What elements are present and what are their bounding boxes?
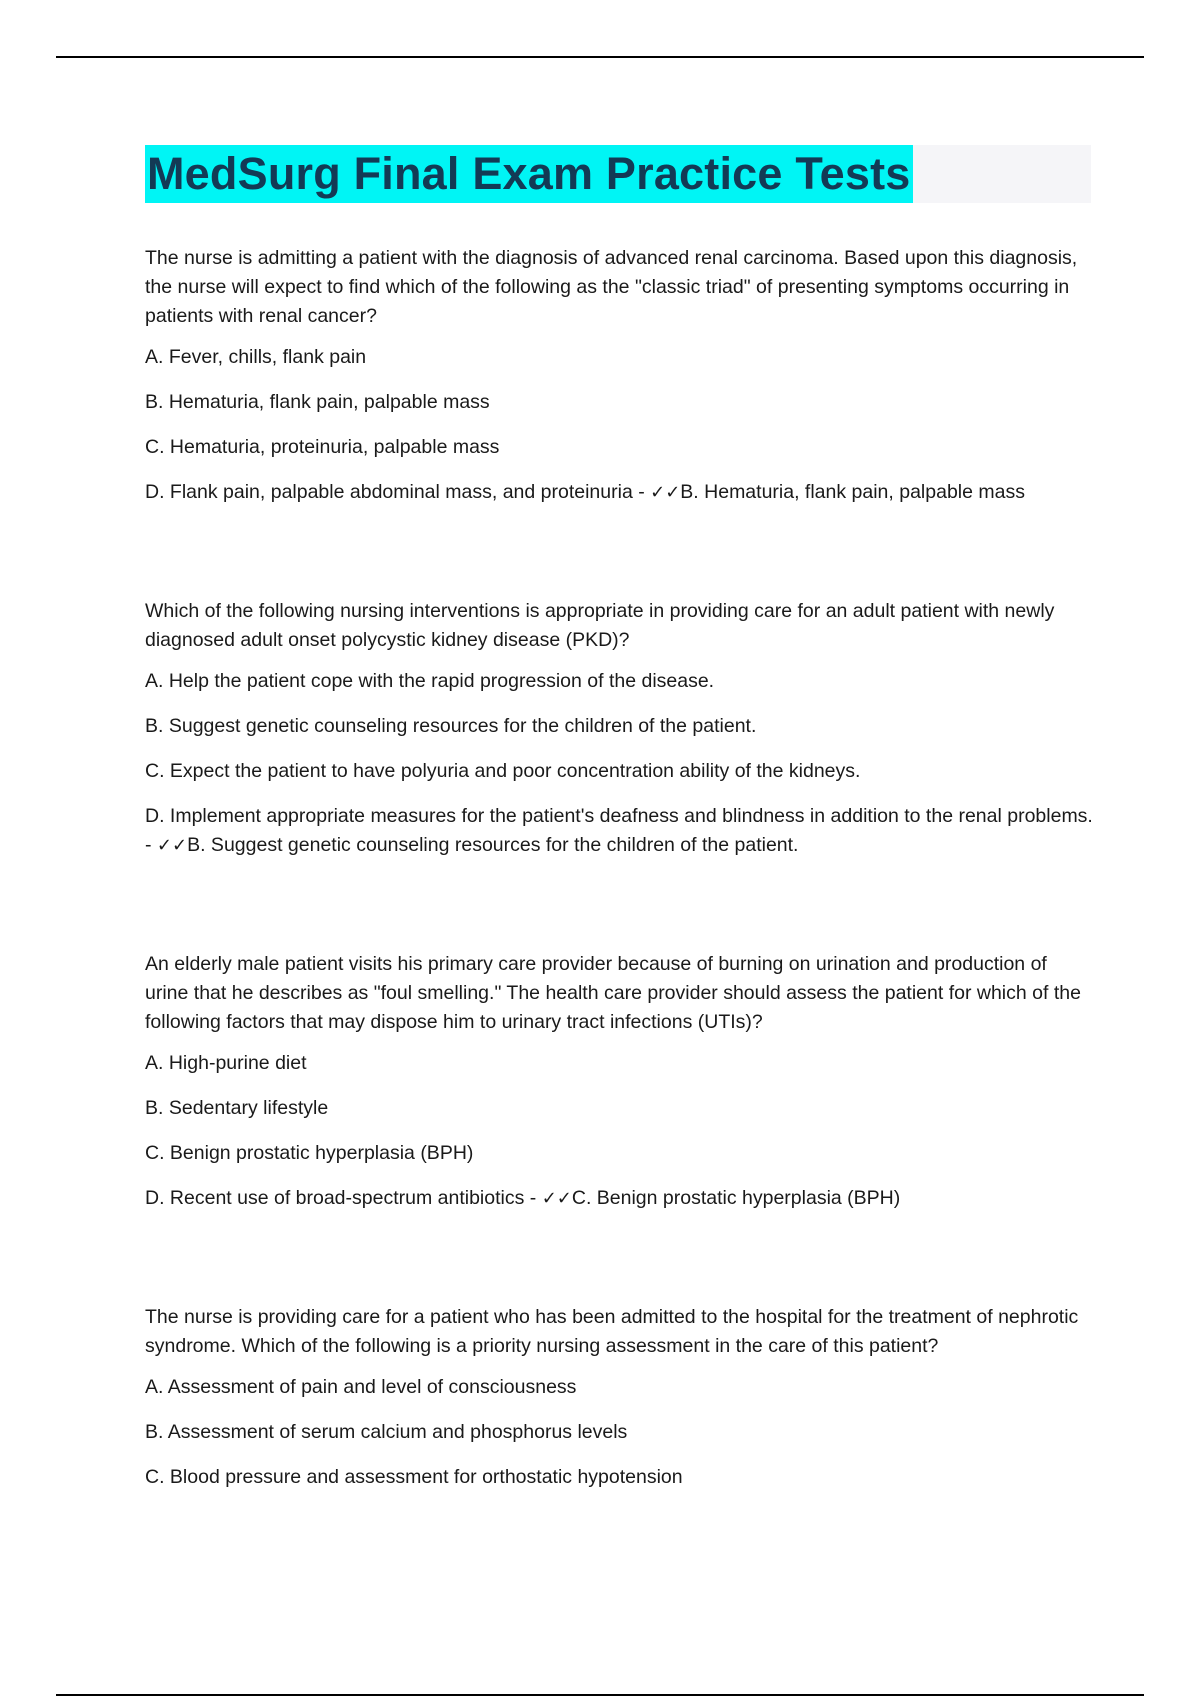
option-d: D. Implement appropriate measures for the patient's deafness and blindness in addition to the renal problems. - [145,805,1093,856]
option-b: B. Hematuria, flank pain, palpable mass [145,391,490,413]
option-b: B. Suggest genetic counseling resources for the children of the patient. [145,715,757,737]
option-a: A. Assessment of pain and level of consciousness [145,1376,577,1398]
check-mark-icon: ✓✓ [541,1188,572,1209]
option-a: A. High-purine diet [145,1052,307,1074]
correct-answer: B. Suggest genetic counseling resources for the children of the patient. [187,834,799,856]
option-c: C. Benign prostatic hyperplasia (BPH) [145,1142,474,1164]
question-block-2 [145,597,1095,860]
question-list [145,244,1095,1508]
option-c: C. Hematuria, proteinuria, palpable mass [145,436,500,458]
question-block-1 [145,244,1095,507]
check-mark-icon: ✓✓ [156,835,188,856]
check-mark-icon: ✓✓ [650,482,681,503]
correct-answer: C. Benign prostatic hyperplasia (BPH) [571,1187,901,1209]
option-d: D. Recent use of broad-spectrum antibiotics - [145,1187,542,1209]
option-b: B. Assessment of serum calcium and phosphorus levels [145,1421,628,1443]
option-c: C. Expect the patient to have polyuria and poor concentration ability of the kidneys. [145,760,861,782]
option-a: A. Fever, chills, flank pain [145,346,367,368]
bottom-rule [56,1694,1144,1696]
question-stem: The nurse is admitting a patient with the diagnosis of advanced renal carcinoma. Based upon this diagnosis, the nurse will expect to find which of the following as the "classic triad" of presenting symptoms occurring in patients with renal cancer? [145,247,1078,327]
option-d: D. Flank pain, palpable abdominal mass, and proteinuria - [145,481,651,503]
question-stem: The nurse is providing care for a patient who has been admitted to the hospital for the treatment of nephrotic syndrome. Which of the following is a priority nursing assessment in the care of this patient? [145,1306,1079,1357]
page-title: MedSurg Final Exam Practice Tests [145,145,913,203]
option-d-with-answer [145,478,1095,507]
option-d-with-answer [145,802,1095,860]
top-rule [56,56,1144,58]
option-a: A. Help the patient cope with the rapid progression of the disease. [145,670,715,692]
option-b: B. Sedentary lifestyle [145,1097,329,1119]
question-stem: Which of the following nursing interventions is appropriate in providing care for an adult patient with newly diagnosed adult onset polycystic kidney disease (PKD)? [145,600,1055,651]
question-stem: An elderly male patient visits his primary care provider because of burning on urination and production of urine that he describes as "foul smelling." The health care provider should assess the patient for which of the following factors that may dispose him to urinary tract infections (UTIs)? [145,953,1081,1033]
option-c: C. Blood pressure and assessment for orthostatic hypotension [145,1466,683,1488]
correct-answer: B. Hematuria, flank pain, palpable mass [680,481,1025,503]
title-banner [145,145,1091,203]
question-block-3 [145,950,1095,1213]
question-block-4 [145,1303,1095,1492]
option-d-with-answer [145,1184,1095,1213]
